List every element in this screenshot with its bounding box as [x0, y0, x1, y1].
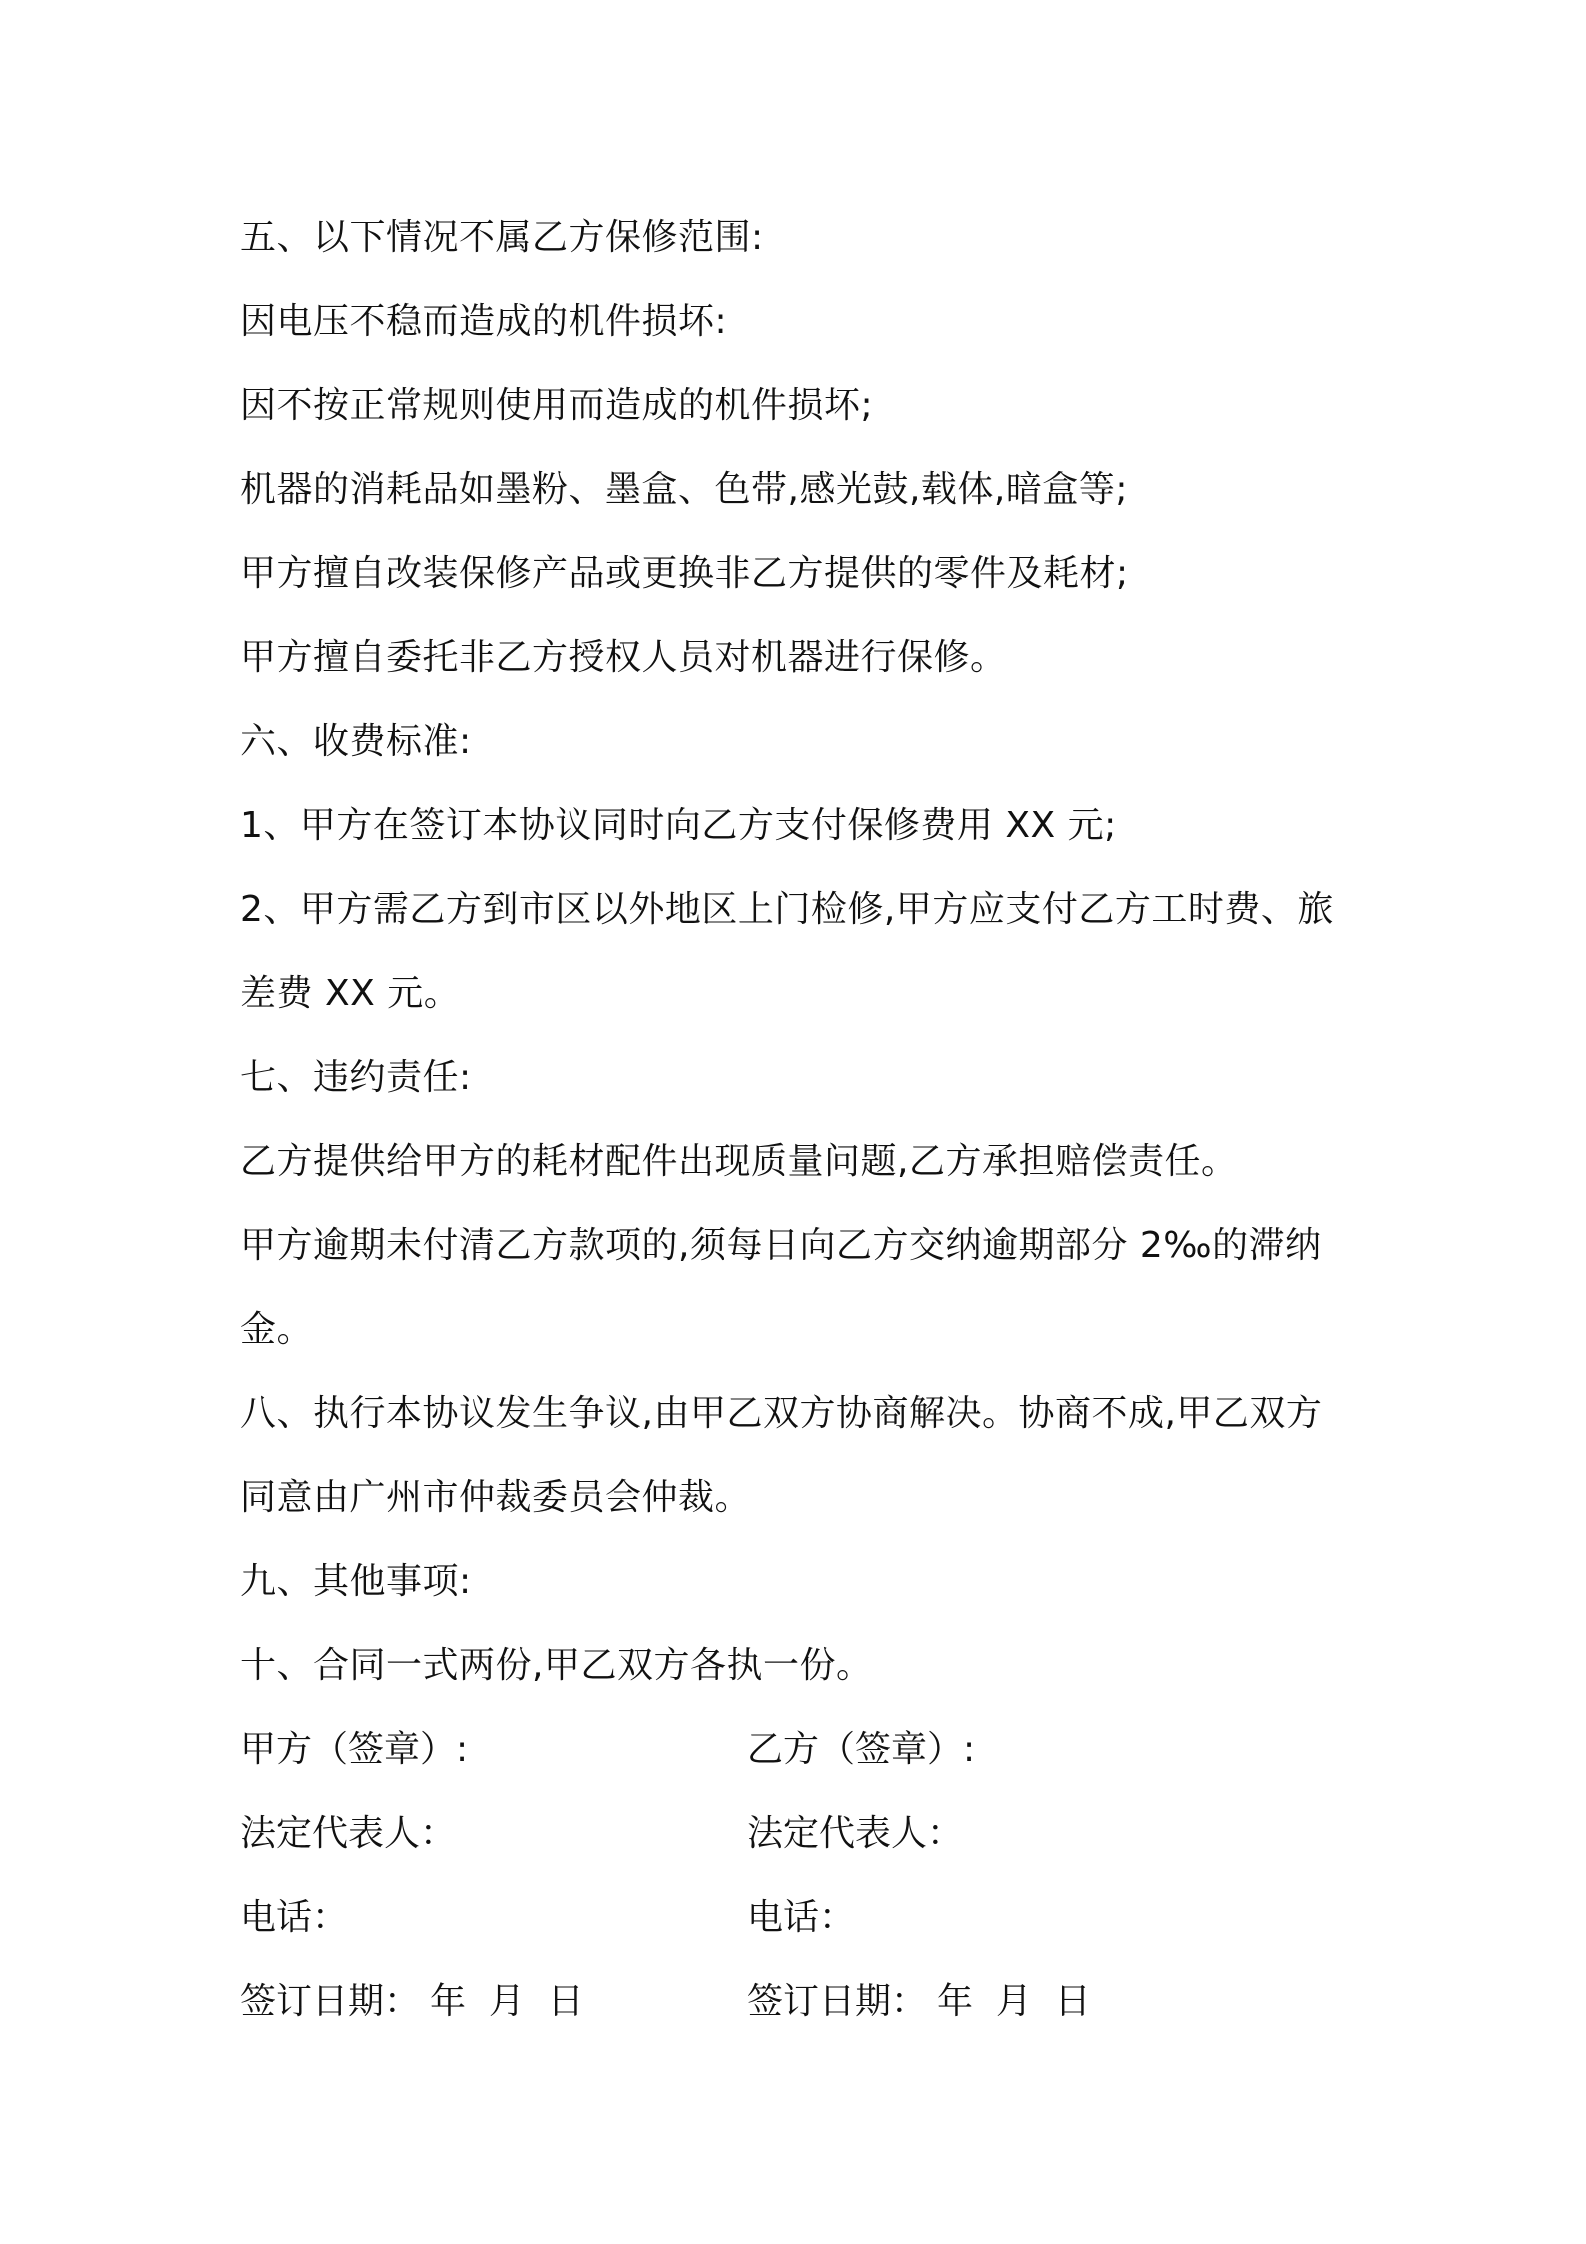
signature-phone-row [240, 1876, 1360, 1960]
clause-8: 八、执行本协议发生争议,由甲乙双方协商解决。协商不成,甲乙双方 [240, 1393, 1323, 1434]
clause-5-item: 甲方擅自改装保修产品或更换非乙方提供的零件及耗材; [240, 553, 1129, 594]
clause-5-item: 因电压不稳而造成的机件损坏: [240, 301, 728, 342]
clause-6-heading: 六、收费标准: [240, 721, 472, 762]
signature-seal-row [240, 1708, 1360, 1792]
clause-6-item: 2、甲方需乙方到市区以外地区上门检修,甲方应支付乙方工时费、旅 [240, 889, 1334, 930]
party-a-date-fields: 年 月 日 [430, 1981, 584, 2022]
clause-5-item: 甲方擅自委托非乙方授权人员对机器进行保修。 [240, 637, 1007, 678]
party-b-date-fields: 年 月 日 [937, 1981, 1091, 2022]
clause-7-item: 乙方提供给甲方的耗材配件出现质量问题,乙方承担赔偿责任。 [240, 1141, 1238, 1182]
party-b-rep: 法定代表人： [747, 1813, 964, 1854]
clause-5-item: 因不按正常规则使用而造成的机件损坏; [240, 385, 874, 426]
clause-6-item: 1、甲方在签订本协议同时向乙方支付保修费用 XX 元; [240, 805, 1117, 846]
party-b-seal: 乙方（签章）: [747, 1729, 976, 1770]
clause-5-heading: 五、以下情况不属乙方保修范围: [240, 217, 764, 258]
document-body [240, 196, 1360, 2044]
clause-7-item-continued: 金。 [240, 1309, 314, 1350]
clause-7-item: 甲方逾期未付清乙方款项的,须每日向乙方交纳逾期部分 2‰的滞纳 [240, 1225, 1322, 1266]
party-b-phone: 电话： [747, 1897, 856, 1938]
party-b-date [747, 1960, 1254, 2044]
party-a-date [240, 1960, 747, 2044]
party-a-rep: 法定代表人： [240, 1813, 457, 1854]
party-a-seal: 甲方（签章）: [240, 1729, 469, 1770]
signature-rep-row [240, 1792, 1360, 1876]
clause-9-heading: 九、其他事项: [240, 1561, 472, 1602]
signature-block [240, 1708, 1360, 2044]
clause-5-item: 机器的消耗品如墨粉、墨盒、色带,感光鼓,载体,暗盒等; [240, 469, 1128, 510]
clause-10: 十、合同一式两份,甲乙双方各执一份。 [240, 1645, 873, 1686]
clause-6-item-continued: 差费 XX 元。 [240, 973, 461, 1014]
clause-8-continued: 同意由广州市仲裁委员会仲裁。 [240, 1477, 752, 1518]
party-a-date-label: 签订日期： [240, 1981, 421, 2022]
clause-7-heading: 七、违约责任: [240, 1057, 472, 1098]
signature-date-row [240, 1960, 1360, 2044]
party-a-phone: 电话： [240, 1897, 349, 1938]
party-b-date-label: 签订日期： [747, 1981, 928, 2022]
